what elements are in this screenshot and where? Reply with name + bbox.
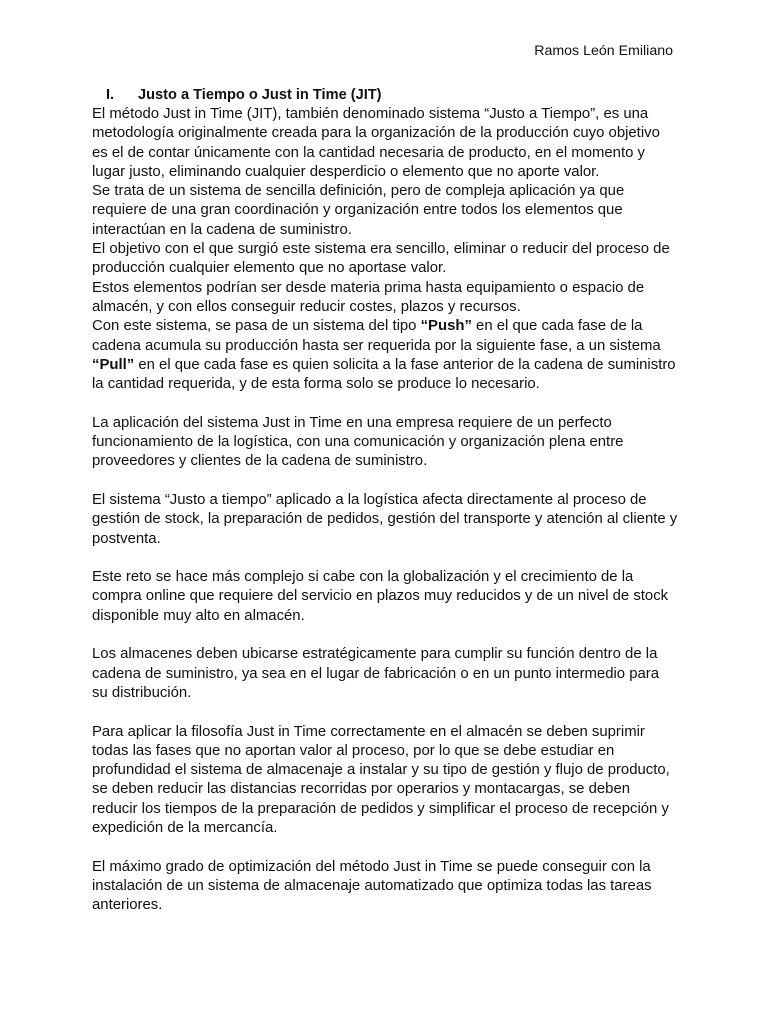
- paragraph: Este reto se hace más complejo si cabe con la globalización y el crecimiento de la compra online que requiere del servicio en plazos muy reducidos y de un nivel de stock disponible muy alto en almacén.: [92, 569, 669, 624]
- paragraph: El sistema “Justo a tiempo” aplicado a la logística afecta directamente al proceso de gestión de stock, la preparación de pedidos, gestión del transporte y atención al cliente y postventa.: [92, 491, 678, 547]
- paragraph: El objetivo con el que surgió este sistema era sencillo, eliminar o reducir del proceso de producción cualquier elemento que no aportase valor.: [92, 241, 670, 277]
- paragraph: Los almacenes deben ubicarse estratégicamente para cumplir su función dentro de la cadena de suministro, ya sea en el lugar de fabricación o en un punto intermedio para su distribución.: [92, 646, 660, 701]
- section-heading: [106, 86, 382, 105]
- paragraph: Para aplicar la filosofía Just in Time correctamente en el almacén se deben suprimir todas las fases que no aportan valor al proceso, por lo que se debe estudiar en profundidad el sistema de almacenaje a instalar y su tipo de gestión y flujo de producto, se deben reducir las distancias recorridas por operarios y montacargas, se deben reducir los tiempos de la preparación de pedidos y simplificar el proceso de recepción y expedición de la mercancía.: [92, 723, 670, 836]
- document-body: [92, 105, 678, 915]
- section-title: Justo a Tiempo o Just in Time (JIT): [138, 87, 382, 103]
- paragraph: La aplicación del sistema Just in Time en una empresa requiere de un perfecto funcionamiento de la logística, con una comunicación y organización plena entre proveedores y clientes de la cadena de suministro.: [92, 414, 624, 470]
- paragraph: Se trata de un sistema de sencilla definición, pero de compleja aplicación ya que requiere de una gran coordinación y organización entre todos los elementos que interactúan en la cadena de suministro.: [92, 183, 625, 238]
- text-fragment: en el que cada fase de la cadena acumula su producción hasta ser requerida por la siguiente fase, a un sistema: [92, 318, 661, 354]
- paragraph-push-pull: [92, 317, 678, 394]
- paragraph: El método Just in Time (JIT), también denominado sistema “Justo a Tiempo”, es una metodología originalmente creada para la organización de la producción cuyo objetivo es el de contar únicamente con la cantidad necesaria de producto, en el momento y lugar justo, eliminando cualquier desperdicio o elemento que no aporte valor.: [92, 106, 660, 180]
- section-number: I.: [106, 87, 115, 103]
- pull-term: “Pull”: [92, 356, 135, 373]
- paragraph: El máximo grado de optimización del método Just in Time se puede conseguir con la instalación de un sistema de almacenaje automatizado que optimiza todas las tareas anteriores.: [92, 858, 652, 914]
- text-fragment: en el que cada fase es quien solicita a la fase anterior de la cadena de suministro la cantidad requerida, y de esta forma solo se produce lo necesario.: [92, 356, 676, 393]
- author-name: Ramos León Emiliano: [534, 43, 673, 59]
- paragraph: Estos elementos podrían ser desde materia prima hasta equipamiento o espacio de almacén, y con ellos conseguir reducir costes, plazos y recursos.: [92, 279, 645, 315]
- text-fragment: Con este sistema, se pasa de un sistema del tipo: [92, 318, 421, 335]
- push-term: “Push”: [420, 318, 472, 335]
